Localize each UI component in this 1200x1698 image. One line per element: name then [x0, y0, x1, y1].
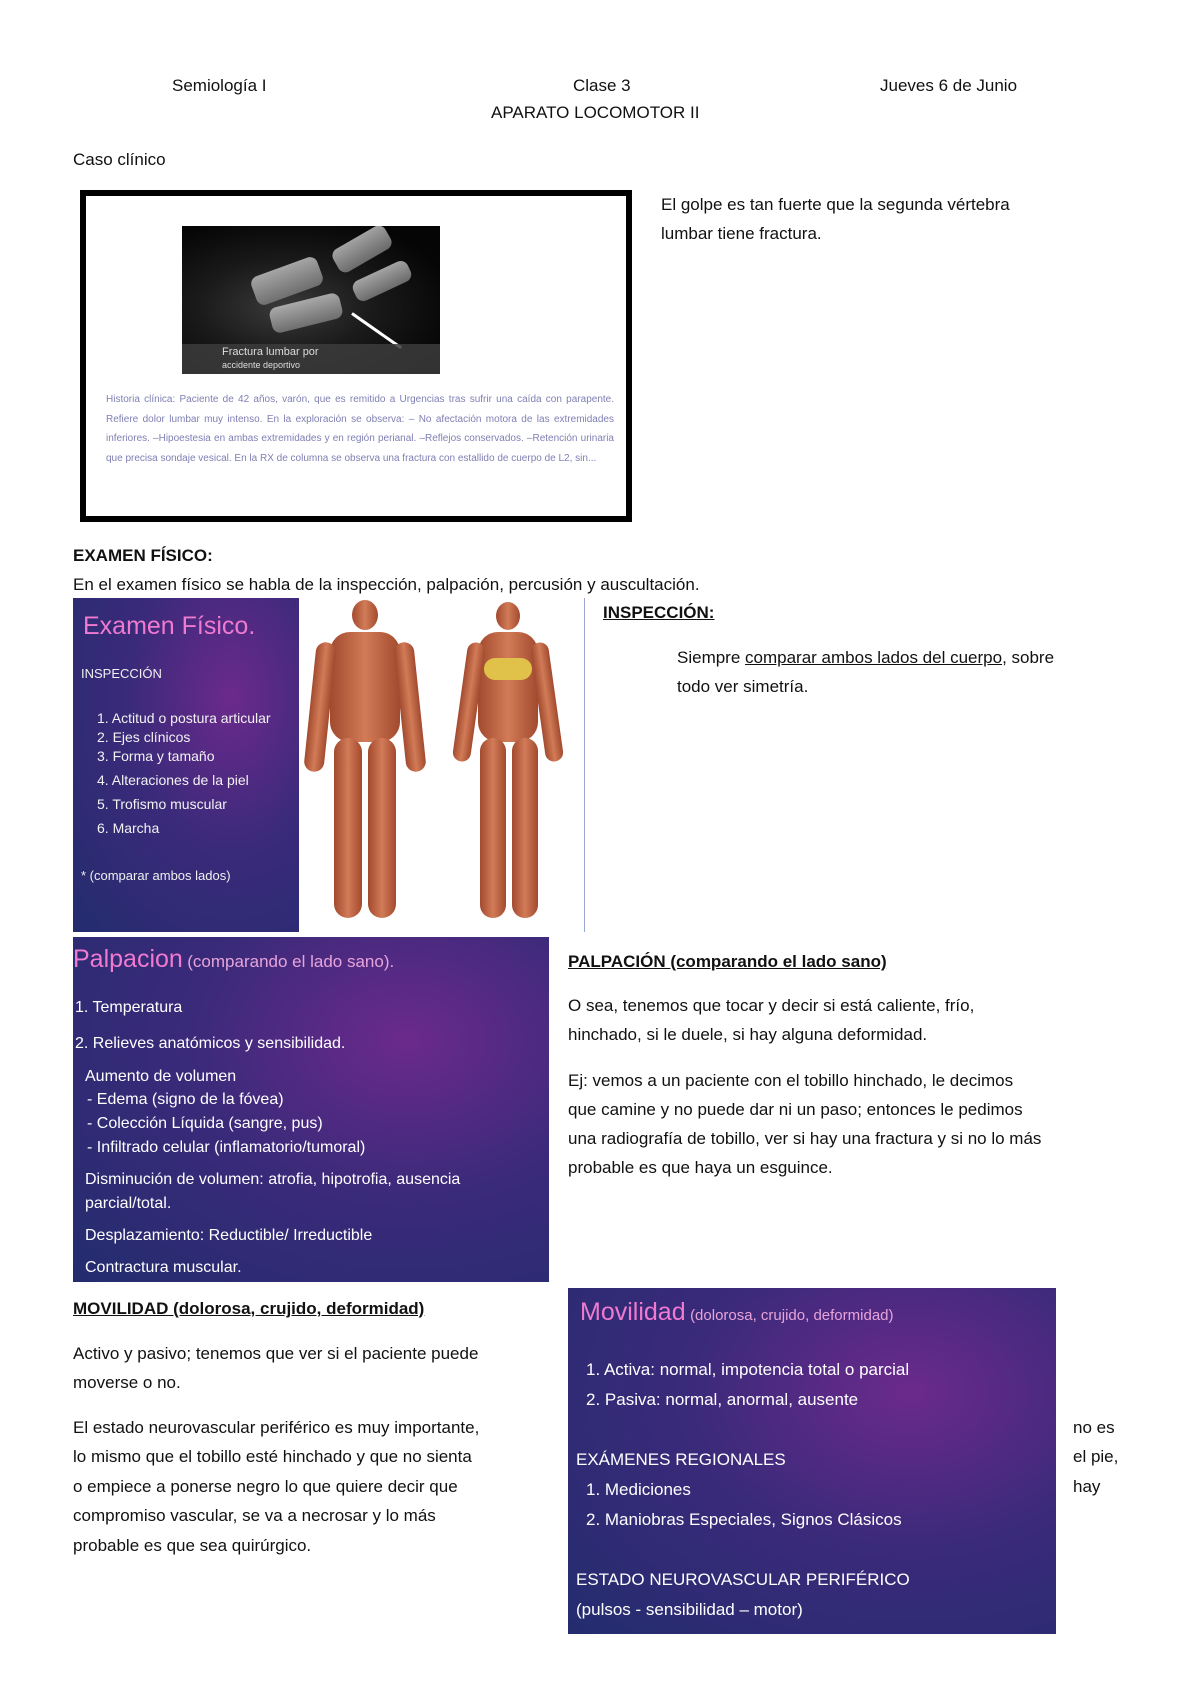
- mobility-slide: [568, 1288, 1056, 1634]
- palpation-heading: PALPACIÓN (comparando el lado sano): [568, 952, 887, 971]
- mobility-slide-title: Movilidad (dolorosa, crujido, deformidad): [580, 1298, 894, 1326]
- mobility-p2-line: lo mismo que el tobillo esté hinchado y que no sienta: [73, 1447, 472, 1466]
- xray-caption: Fractura lumbar por accidente deportivo: [182, 344, 440, 374]
- regional-item: 2. Maniobras Especiales, Signos Clásicos: [586, 1510, 902, 1529]
- palpation-p1-line2: hinchado, si le duele, si hay alguna deformidad.: [568, 1025, 928, 1044]
- palpation-p2-line2: que camine y no puede dar ni un paso; entonces le pedimos: [568, 1100, 1023, 1119]
- case-heading: Caso clínico: [73, 150, 166, 169]
- palpation-p2-line3: una radiografía de tobillo, ver si hay una fractura y si no lo más: [568, 1129, 1042, 1148]
- palpation-slide-title: Palpacion (comparando el lado sano).: [73, 945, 395, 973]
- palpation-item: parcial/total.: [85, 1195, 172, 1212]
- inspection-item: 4. Alteraciones de la piel: [97, 772, 249, 788]
- case-note-line2: lumbar tiene fractura.: [661, 224, 822, 243]
- palpation-p2-line1: Ej: vemos a un paciente con el tobillo hinchado, le decimos: [568, 1071, 1014, 1090]
- header-class: Clase 3: [573, 76, 631, 95]
- case-figure: [80, 190, 632, 522]
- palpation-p1-line1: O sea, tenemos que tocar y decir si está caliente, frío,: [568, 996, 975, 1015]
- mobility-p2-line: compromiso vascular, se va a necrosar y lo más: [73, 1506, 436, 1525]
- palpation-item: - Infiltrado celular (inflamatorio/tumoral): [87, 1139, 366, 1156]
- inspection-item: 3. Forma y tamaño: [97, 748, 215, 764]
- neurovascular-heading: ESTADO NEUROVASCULAR PERIFÉRICO: [576, 1570, 910, 1589]
- palpation-item: 1. Temperatura: [75, 999, 183, 1016]
- inspection-heading: INSPECCIÓN:: [603, 603, 715, 622]
- mobility-p1-line2: moverse o no.: [73, 1373, 181, 1392]
- mobility-item: 1. Activa: normal, impotencia total o parcial: [586, 1360, 910, 1379]
- palpation-item: Disminución de volumen: atrofia, hipotrofia, ausencia: [85, 1171, 461, 1188]
- inspection-item: 1. Actitud o postura articular: [97, 710, 271, 726]
- inspection-text: Siempre comparar ambos lados del cuerpo, sobre: [677, 648, 1055, 667]
- mobility-right-word: el pie,: [1073, 1447, 1119, 1466]
- neurovascular-sub: (pulsos - sensibilidad – motor): [576, 1600, 803, 1619]
- mobility-p1-line1: Activo y pasivo; tenemos que ver si el paciente puede: [73, 1344, 479, 1363]
- palpation-item: - Edema (signo de la fóvea): [87, 1091, 284, 1108]
- palpation-item: Aumento de volumen: [85, 1068, 237, 1085]
- divider: [584, 598, 585, 932]
- muscle-anatomy-image: [300, 598, 582, 932]
- exam-heading: EXAMEN FÍSICO:: [73, 546, 213, 565]
- regional-exams-heading: EXÁMENES REGIONALES: [576, 1450, 786, 1469]
- case-history: Historia clínica: Paciente de 42 años, varón, que es remitido a Urgencias tras sufrir una caída con parapente. Refiere dolor lumbar muy intenso. En la exploración se observa: – No afectación motora de las extremidades inferiores. –Hipoestesia en ambas extremidades y en región perianal. –Reflejos conservados. –Retención urinaria que precisa sondaje vesical. En la RX de columna se observa una fractura con estallido de cuerpo de L2, sin...: [106, 394, 614, 464]
- mobility-p2-line: probable es que sea quirúrgico.: [73, 1536, 312, 1555]
- inspection-slide-note: * (comparar ambos lados): [81, 868, 231, 883]
- regional-item: 1. Mediciones: [586, 1480, 691, 1499]
- inspection-slide-subtitle: INSPECCIÓN: [81, 666, 162, 681]
- inspection-slide: [73, 598, 299, 932]
- palpation-item: Desplazamiento: Reductible/ Irreductible: [85, 1227, 373, 1244]
- mobility-p2-line: o empiece a ponerse negro lo que quiere decir que: [73, 1477, 458, 1496]
- inspection-text-line2: todo ver simetría.: [677, 677, 809, 696]
- mobility-right-word: no es: [1073, 1418, 1115, 1437]
- palpation-item: Contractura muscular.: [85, 1259, 242, 1276]
- palpation-p2-line4: probable es que haya un esguince.: [568, 1158, 833, 1177]
- case-note-line1: El golpe es tan fuerte que la segunda vértebra: [661, 195, 1010, 214]
- palpation-item: - Colección Líquida (sangre, pus): [87, 1115, 323, 1132]
- inspection-slide-title: Examen Físico.: [83, 612, 256, 640]
- header-title: APARATO LOCOMOTOR II: [491, 103, 700, 122]
- mobility-p2-line: El estado neurovascular periférico es muy importante,: [73, 1418, 480, 1437]
- mobility-right-word: hay: [1073, 1477, 1101, 1496]
- mobility-heading: MOVILIDAD (dolorosa, crujido, deformidad): [73, 1299, 425, 1318]
- header-subject: Semiología I: [172, 76, 267, 95]
- mobility-item: 2. Pasiva: normal, anormal, ausente: [586, 1390, 859, 1409]
- inspection-item: 6. Marcha: [97, 820, 160, 836]
- palpation-item: 2. Relieves anatómicos y sensibilidad.: [75, 1035, 346, 1052]
- header-date: Jueves 6 de Junio: [880, 76, 1018, 95]
- inspection-item: 5. Trofismo muscular: [97, 796, 227, 812]
- palpation-slide: [73, 937, 549, 1282]
- inspection-item: 2. Ejes clínicos: [97, 729, 191, 745]
- exam-intro: En el examen físico se habla de la inspección, palpación, percusión y auscultación.: [73, 575, 700, 594]
- xray-image: [182, 226, 440, 374]
